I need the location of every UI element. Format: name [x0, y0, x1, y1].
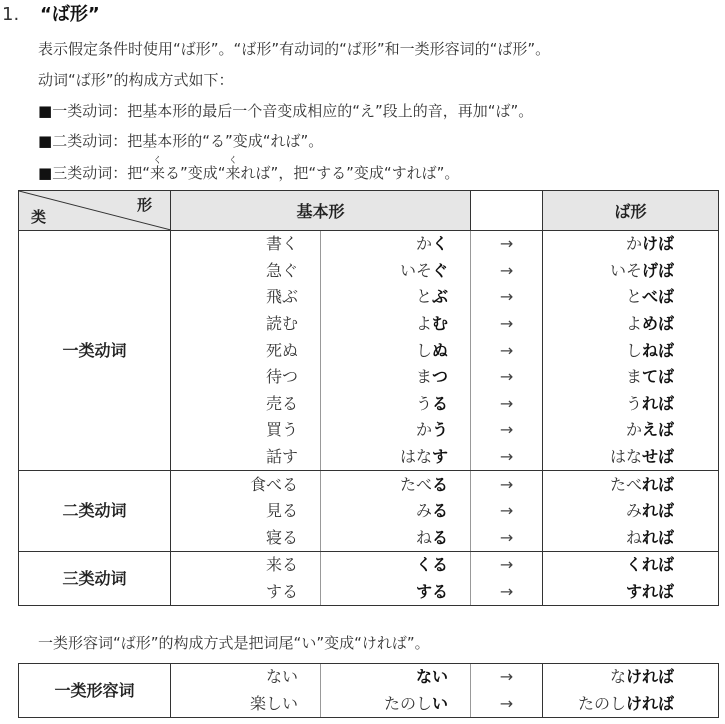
- ba-ending: ければ: [625, 667, 674, 687]
- ba-ending: すれば: [626, 582, 675, 602]
- base-form-kana: [321, 311, 471, 338]
- table-row: [19, 552, 719, 579]
- arrow-icon: [471, 258, 543, 285]
- adjective-note: 一类形容词“ば形”的构成方式是把词尾“い”变成“ければ”。: [38, 634, 430, 652]
- kana-stem: う: [415, 393, 432, 413]
- base-form-kana: [321, 552, 471, 579]
- arrow-glyph: →: [499, 287, 514, 307]
- section-number: 1.: [2, 4, 20, 25]
- square-bullet-icon: ■: [38, 164, 53, 182]
- arrow-icon: [471, 417, 543, 444]
- rule-3-part-c: る”变成“: [164, 164, 226, 182]
- ba-form: [543, 258, 719, 285]
- kana-ending: う: [432, 420, 449, 440]
- base-form-kanji: [171, 664, 321, 691]
- arrow-glyph: →: [499, 527, 514, 547]
- ba-form: [543, 337, 719, 364]
- base-form-kanji: [171, 691, 321, 718]
- kana-ending: ない: [415, 667, 448, 687]
- ba-form: [543, 284, 719, 311]
- rule-1-text: 一类动词：把基本形的最后一个音变成相应的“え”段上的音，再加“ば”。: [52, 102, 534, 120]
- base-form-kanji: [171, 471, 321, 498]
- square-bullet-icon: ■: [38, 132, 53, 150]
- arrow-glyph: →: [499, 501, 514, 521]
- arrow-glyph: →: [499, 340, 514, 360]
- arrow-glyph: →: [499, 555, 514, 575]
- arrow-glyph: →: [499, 234, 514, 254]
- base-form-kanji: [171, 337, 321, 364]
- base-form-kana: [321, 579, 471, 606]
- arrow-glyph: →: [499, 420, 514, 440]
- kanji-text: 見る: [265, 501, 298, 521]
- base-form-kana: [321, 664, 471, 691]
- ruby-text: く: [152, 156, 162, 166]
- intro-line-1: 表示假定条件时使用“ば形”。“ば形”有动词的“ば形”和一类形容词的“ば形”。: [38, 40, 551, 58]
- base-form-kana: [321, 471, 471, 498]
- kana-stem: よ: [415, 314, 432, 334]
- kana-stem: いそ: [399, 260, 432, 280]
- ruby-kuru: [149, 156, 165, 183]
- kana-ending: ぐ: [432, 260, 449, 280]
- ba-ending: ければ: [625, 693, 674, 713]
- arrow-glyph: →: [499, 314, 514, 334]
- ba-stem: か: [625, 234, 642, 254]
- arrow-icon: [471, 311, 543, 338]
- ba-stem: か: [625, 420, 642, 440]
- base-form-kana: [321, 258, 471, 285]
- base-form-kana: [321, 391, 471, 418]
- arrow-glyph: →: [499, 582, 514, 602]
- ruby-text: く: [228, 156, 238, 166]
- ba-stem: ま: [625, 367, 642, 387]
- arrow-icon: [471, 552, 543, 579]
- ba-form: [543, 231, 719, 258]
- kana-stem: たのし: [383, 693, 432, 713]
- table-row: [19, 471, 719, 498]
- ba-ending: れば: [642, 393, 675, 413]
- ba-form: [543, 525, 719, 552]
- ba-stem: し: [625, 340, 642, 360]
- arrow-icon: [471, 444, 543, 471]
- base-form-kana: [321, 691, 471, 718]
- ba-ending: べば: [642, 287, 675, 307]
- kana-stem: ま: [415, 367, 432, 387]
- kanji-text: 話す: [265, 447, 298, 467]
- arrow-icon: [471, 231, 543, 258]
- kana-stem: か: [415, 420, 432, 440]
- kanji-text: 寝る: [265, 527, 298, 547]
- base-form-kana: [321, 417, 471, 444]
- ba-stem: ね: [625, 527, 642, 547]
- category-label: 三类动词: [19, 552, 171, 606]
- ba-form: [543, 311, 719, 338]
- kanji-text: する: [265, 582, 298, 602]
- ba-ending: ねば: [642, 340, 675, 360]
- rule-3: [38, 156, 460, 183]
- ba-stem: と: [625, 287, 642, 307]
- kana-stem: と: [415, 287, 432, 307]
- ba-ending: れば: [642, 527, 675, 547]
- base-form-kanji: [171, 525, 321, 552]
- verb-ba-form-table: [18, 190, 719, 606]
- ba-form: [543, 552, 719, 579]
- arrow-icon: [471, 664, 543, 691]
- ba-ending: てば: [642, 367, 675, 387]
- kana-ending: く: [432, 234, 449, 254]
- ba-form: [543, 417, 719, 444]
- kanji-text: 飛ぶ: [265, 287, 298, 307]
- kanji-text: 楽しい: [249, 693, 298, 713]
- base-form-kana: [321, 525, 471, 552]
- header-ba-form: ば形: [543, 191, 719, 231]
- kana-ending: くる: [416, 555, 449, 575]
- arrow-icon: [471, 284, 543, 311]
- kana-ending: る: [432, 393, 449, 413]
- arrow-icon: [471, 691, 543, 718]
- header-diagonal-cell: [19, 191, 171, 231]
- ba-form: [543, 691, 719, 718]
- base-form-kana: [321, 444, 471, 471]
- kanji-text: 来る: [265, 555, 298, 575]
- arrow-glyph: →: [499, 474, 514, 494]
- ba-stem: よ: [625, 314, 642, 334]
- base-form-kanji: [171, 311, 321, 338]
- kana-ending: す: [432, 447, 449, 467]
- kanji-text: 売る: [265, 393, 298, 413]
- rule-2-text: 二类动词：把基本形的“る”变成“れば”。: [52, 132, 324, 150]
- arrow-glyph: →: [499, 447, 514, 467]
- base-form-kanji: [171, 417, 321, 444]
- base-form-kana: [321, 337, 471, 364]
- kanji-text: 書く: [265, 234, 298, 254]
- ba-stem: み: [625, 501, 642, 521]
- ba-form: [543, 364, 719, 391]
- kana-ending: い: [431, 693, 448, 713]
- arrow-glyph: →: [499, 667, 514, 687]
- ba-stem: う: [625, 393, 642, 413]
- base-form-kanji: [171, 231, 321, 258]
- arrow-icon: [471, 391, 543, 418]
- kana-stem: み: [415, 501, 432, 521]
- adjective-ba-form-table: [18, 663, 719, 718]
- arrow-icon: [471, 364, 543, 391]
- ba-ending: げば: [642, 260, 675, 280]
- header-category-label: 类: [31, 208, 47, 226]
- ba-stem: な: [609, 667, 626, 687]
- arrow-glyph: →: [499, 260, 514, 280]
- ba-ending: れば: [642, 474, 675, 494]
- base-form-kana: [321, 498, 471, 525]
- category-label: 一类动词: [19, 231, 171, 471]
- arrow-icon: [471, 337, 543, 364]
- kanji-text: 急ぐ: [265, 260, 298, 280]
- kana-stem: か: [415, 234, 432, 254]
- table-row: [19, 664, 719, 691]
- header-blank: [471, 191, 543, 231]
- ba-ending: えば: [642, 420, 675, 440]
- base-form-kana: [321, 364, 471, 391]
- kana-stem: し: [415, 340, 432, 360]
- ruby-kureba: [225, 156, 241, 183]
- kana-ending: む: [432, 314, 449, 334]
- ba-ending: れば: [642, 501, 675, 521]
- ba-form: [543, 579, 719, 606]
- base-form-kana: [321, 284, 471, 311]
- header-form-label: 形: [136, 196, 152, 214]
- header-base-form: 基本形: [171, 191, 471, 231]
- section-title: “ば形”: [40, 4, 100, 25]
- base-form-kanji: [171, 391, 321, 418]
- kana-ending: する: [416, 582, 449, 602]
- kana-ending: ぬ: [432, 340, 449, 360]
- kanji-text: 待つ: [265, 367, 298, 387]
- kana-stem: はな: [399, 447, 432, 467]
- ba-ending: くれば: [626, 555, 675, 575]
- kana-stem: ね: [415, 527, 432, 547]
- base-form-kanji: [171, 284, 321, 311]
- kanji-text: 食べる: [249, 474, 298, 494]
- base-form-kanji: [171, 444, 321, 471]
- kanji-text: 読む: [265, 314, 298, 334]
- rule-1: [38, 100, 533, 121]
- ba-stem: たのし: [577, 693, 626, 713]
- ba-form: [543, 391, 719, 418]
- rule-3-part-a: 三类动词：把“: [52, 164, 150, 182]
- kana-ending: る: [432, 501, 449, 521]
- arrow-icon: [471, 579, 543, 606]
- arrow-glyph: →: [499, 393, 514, 413]
- arrow-icon: [471, 471, 543, 498]
- base-form-kanji: [171, 364, 321, 391]
- category-label: 二类动词: [19, 471, 171, 552]
- ba-stem: たべ: [609, 474, 642, 494]
- base-form-kanji: [171, 498, 321, 525]
- rule-3-part-e: れば”，把“する”变成“すれば”。: [240, 164, 460, 182]
- kanji-text: ない: [265, 667, 298, 687]
- ba-ending: せば: [642, 447, 675, 467]
- base-form-kana: [321, 231, 471, 258]
- ba-stem: はな: [609, 447, 642, 467]
- arrow-glyph: →: [499, 693, 514, 713]
- rule-2: [38, 130, 323, 151]
- ruby-base: 来: [225, 164, 241, 182]
- ba-form: [543, 664, 719, 691]
- kanji-text: 死ぬ: [265, 340, 298, 360]
- ba-form: [543, 471, 719, 498]
- kana-ending: つ: [432, 367, 449, 387]
- base-form-kanji: [171, 552, 321, 579]
- arrow-glyph: →: [499, 367, 514, 387]
- arrow-icon: [471, 498, 543, 525]
- category-label: 一类形容词: [19, 664, 171, 718]
- base-form-kanji: [171, 579, 321, 606]
- table-row: [19, 231, 719, 258]
- intro-line-2: 动词“ば形”的构成方式如下：: [38, 71, 234, 89]
- base-form-kanji: [171, 258, 321, 285]
- arrow-icon: [471, 525, 543, 552]
- kana-ending: る: [432, 527, 449, 547]
- ruby-base: 来: [149, 164, 165, 182]
- ba-stem: いそ: [609, 260, 642, 280]
- kana-ending: る: [432, 474, 449, 494]
- section-heading: [2, 0, 100, 26]
- kana-ending: ぶ: [432, 287, 449, 307]
- kanji-text: 買う: [265, 420, 298, 440]
- ba-form: [543, 444, 719, 471]
- ba-form: [543, 498, 719, 525]
- table-header-row: [19, 191, 719, 231]
- square-bullet-icon: ■: [38, 102, 53, 120]
- ba-ending: めば: [642, 314, 675, 334]
- kana-stem: たべ: [399, 474, 432, 494]
- ba-ending: けば: [642, 234, 675, 254]
